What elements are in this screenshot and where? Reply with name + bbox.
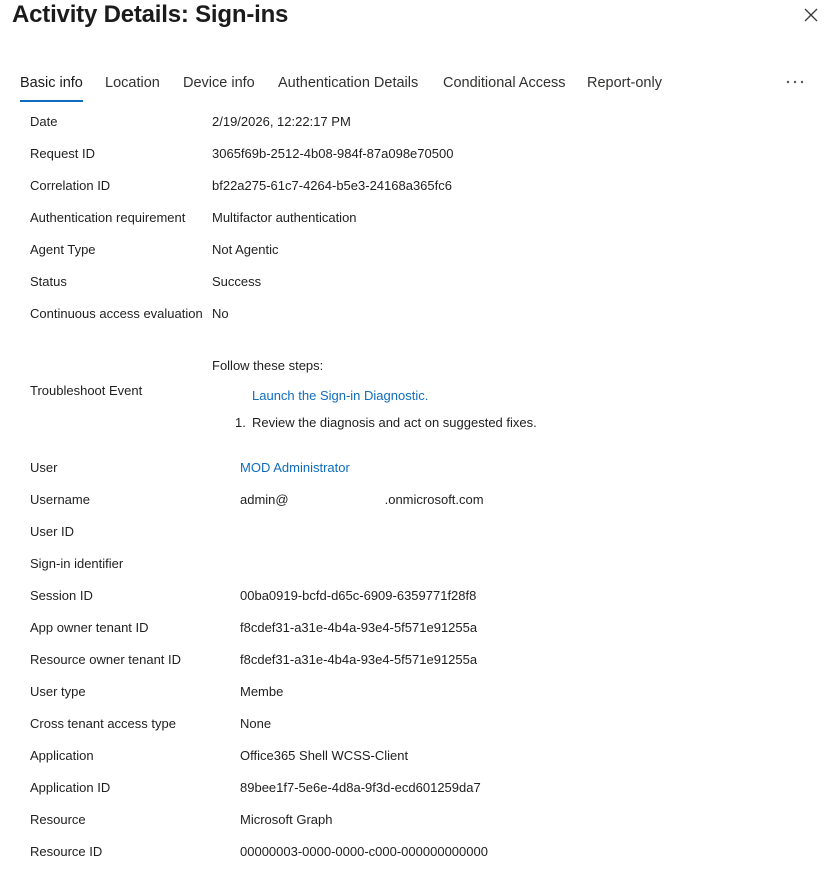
sign-in-diagnostic-link[interactable]: Launch the Sign-in Diagnostic. bbox=[252, 388, 429, 403]
resource-id-label: Resource ID bbox=[30, 844, 103, 859]
troubleshoot-label: Troubleshoot Event bbox=[30, 383, 143, 398]
application-id-value: 89bee1f7-5e6e-4d8a-9f3d-ecd601259da7 bbox=[240, 780, 481, 795]
application-label: Application bbox=[30, 748, 94, 763]
tab-conditional-access[interactable]: Conditional Access bbox=[443, 75, 566, 91]
resource-value: Microsoft Graph bbox=[240, 812, 333, 827]
auth-requirement-value: Multifactor authentication bbox=[212, 210, 357, 225]
username-value bbox=[240, 492, 484, 508]
close-icon bbox=[801, 5, 821, 25]
correlation-id-value: bf22a275-61c7-4264-b5e3-24168a365fc6 bbox=[212, 178, 452, 193]
user-label: User bbox=[30, 460, 58, 475]
app-owner-tenant-value: f8cdef31-a31e-4b4a-93e4-5f571e91255a bbox=[240, 620, 478, 635]
redacted-area bbox=[289, 495, 385, 507]
cross-tenant-label: Cross tenant access type bbox=[30, 716, 176, 731]
resource-owner-tenant-label: Resource owner tenant ID bbox=[30, 652, 182, 667]
agent-type-label: Agent Type bbox=[30, 242, 96, 257]
application-id-label: Application ID bbox=[30, 780, 111, 795]
close-button[interactable] bbox=[801, 5, 821, 25]
username-prefix: admin@ bbox=[240, 492, 289, 507]
cae-label: Continuous access evaluation bbox=[30, 306, 203, 321]
resource-label: Resource bbox=[30, 812, 86, 827]
tab-location[interactable]: Location bbox=[105, 75, 160, 91]
application-value: Office365 Shell WCSS-Client bbox=[240, 748, 409, 763]
more-tabs-button[interactable] bbox=[784, 72, 808, 92]
date-label: Date bbox=[30, 114, 58, 129]
correlation-id-label: Correlation ID bbox=[30, 178, 111, 193]
date-value: 2/19/2026, 12:22:17 PM bbox=[212, 114, 351, 129]
cae-value: No bbox=[212, 306, 229, 321]
user-type-value: Membe bbox=[240, 684, 284, 699]
username-label: Username bbox=[30, 492, 90, 507]
session-id-label: Session ID bbox=[30, 588, 93, 603]
status-label: Status bbox=[30, 274, 67, 289]
app-owner-tenant-label: App owner tenant ID bbox=[30, 620, 149, 635]
signin-identifier-label: Sign-in identifier bbox=[30, 556, 124, 571]
status-value: Success bbox=[212, 274, 262, 289]
troubleshoot-intro: Follow these steps: bbox=[212, 358, 324, 373]
resource-owner-tenant-value: f8cdef31-a31e-4b4a-93e4-5f571e91255a bbox=[240, 652, 478, 667]
tab-report-only[interactable]: Report-only bbox=[587, 75, 662, 91]
agent-type-value: Not Agentic bbox=[212, 242, 279, 257]
user-type-label: User type bbox=[30, 684, 86, 699]
step-text: Review the diagnosis and act on suggested fixes. bbox=[252, 415, 537, 430]
request-id-value: 3065f69b-2512-4b08-984f-87a098e70500 bbox=[212, 146, 454, 161]
tab-basic-info[interactable]: Basic info bbox=[20, 72, 83, 102]
request-id-label: Request ID bbox=[30, 146, 96, 161]
username-suffix: .onmicrosoft.com bbox=[384, 492, 484, 507]
page-title: Activity Details: Sign-ins bbox=[12, 1, 289, 28]
user-id-label: User ID bbox=[30, 524, 75, 539]
more-horizontal-icon bbox=[784, 72, 808, 92]
auth-requirement-label: Authentication requirement bbox=[30, 210, 186, 225]
session-id-value: 00ba0919-bcfd-d65c-6909-6359771f28f8 bbox=[240, 588, 477, 603]
tab-authentication-details[interactable]: Authentication Details bbox=[278, 75, 419, 91]
resource-id-value: 00000003-0000-0000-c000-000000000000 bbox=[240, 844, 488, 859]
cross-tenant-value: None bbox=[240, 716, 272, 731]
user-link[interactable]: MOD Administrator bbox=[240, 460, 350, 475]
tab-device-info[interactable]: Device info bbox=[183, 75, 255, 91]
step-number: 1. bbox=[235, 415, 246, 430]
